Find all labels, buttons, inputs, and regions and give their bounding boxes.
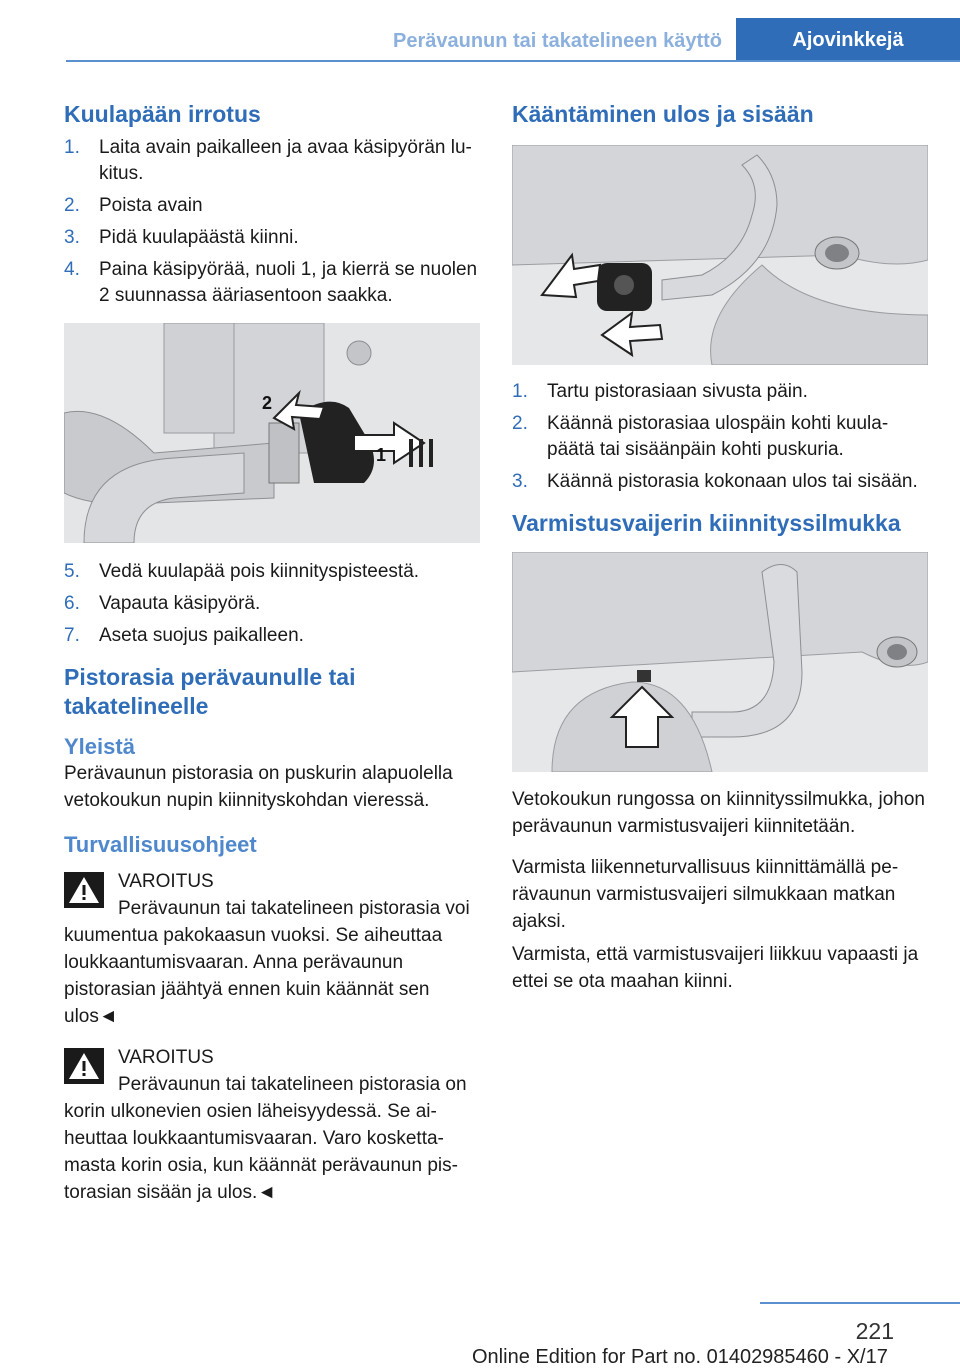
footer-rule: [760, 1302, 960, 1304]
list-item: [512, 469, 928, 495]
page-number: 221: [855, 1318, 894, 1344]
list-item: [64, 257, 480, 309]
step-number: 2.: [512, 412, 528, 434]
list-item: [64, 225, 480, 251]
heading-safety: Turvallisuusohjeet: [64, 832, 257, 858]
step-text: Käännä pistorasia kokonaan ulos tai sisään.: [547, 470, 918, 492]
socket-rotation-illustration: [512, 145, 928, 365]
step-text: Poista avain: [99, 194, 203, 216]
steps-list-b: [64, 559, 480, 649]
step-number: 3.: [64, 226, 80, 248]
step-text: Vedä kuulapää pois kiinnityspisteestä.: [99, 560, 420, 582]
figure-ball-head: [64, 323, 480, 543]
right-column: [512, 100, 928, 995]
header-chapter-tab[interactable]: Ajovinkkejä: [736, 18, 960, 62]
eyelet-paragraph-3: Varmista, että varmistusvaijeri liikkuu vapaasti ja ettei se ota maahan kiinni.: [512, 943, 919, 992]
tow-ball-illustration: [64, 323, 480, 543]
warning-icon: [64, 872, 104, 908]
warning-title: VAROITUS: [118, 871, 214, 893]
heading-eyelet: Varmistusvaijerin kiinnityssilmukka: [512, 509, 901, 536]
step-number: 1.: [64, 136, 80, 158]
list-item: [64, 135, 480, 187]
step-text: Tartu pistorasiaan sivusta päin.: [547, 380, 808, 402]
steps-list-a: [64, 135, 480, 309]
general-paragraph: Perävaunun pistorasia on puskurin alapuolella vetokoukun nupin kiinnityskohdan vieressä.: [64, 763, 453, 812]
page-header: [66, 18, 960, 62]
step-number: 2.: [64, 194, 80, 216]
step-text: Käännä pistorasiaa ulospäin kohti kuulapäätä tai sisäänpäin kohti puskuria.: [547, 412, 889, 460]
list-item: [512, 411, 928, 463]
edition-text: Online Edition for Part no. 01402985460 - X/17: [472, 1346, 888, 1368]
heading-general: Yleistä: [64, 734, 135, 760]
warning-icon: [64, 1048, 104, 1084]
header-rule: [66, 60, 960, 62]
eyelet-paragraph-1: Vetokoukun rungossa on kiinnityssilmukka, johon perävaunun varmistusvaijeri kiinnitetään.: [512, 788, 925, 837]
step-number: 3.: [512, 470, 528, 492]
list-item: [512, 379, 928, 405]
step-text: Aseta suojus paikalleen.: [99, 624, 304, 646]
header-section-title: Perävaunun tai takatelineen käyttö: [392, 30, 722, 52]
list-item: [64, 623, 480, 649]
step-text: Pidä kuulapäästä kiinni.: [99, 226, 299, 248]
safety-eyelet-illustration: [512, 552, 928, 772]
figure-socket-turning: [512, 145, 928, 365]
step-number: 6.: [64, 592, 80, 614]
steps-list-turning: [512, 379, 928, 495]
warning-block: [64, 868, 480, 1030]
warning-text: Perävaunun tai takatelineen pistorasia voi kuumentua pakokaasun vuoksi. Se aiheuttaa loukkaantumisvaaran. Anna perävaunun pistorasian jäähtyä ennen kuin käännät sen ulos◄: [64, 898, 470, 1028]
list-item: [64, 559, 480, 585]
step-text: Laita avain paikalleen ja avaa käsipyörän lukitus.: [99, 136, 472, 184]
figure-label-2: 2: [262, 392, 273, 413]
eyelet-paragraph-2: Varmista liikenneturvallisuus kiinnittämällä perävaunun varmistusvaijeri silmukkaan matkan ajaksi.: [512, 856, 899, 932]
list-item: [64, 193, 480, 219]
step-number: 1.: [512, 380, 528, 402]
step-text: Vapauta käsipyörä.: [99, 592, 261, 614]
figure-label-1: 1: [376, 444, 387, 465]
heading-socket: Pistorasia perävaunulle tai takatelineelle: [64, 663, 356, 719]
step-number: 4.: [64, 258, 80, 280]
heading-ball-removal: Kuulapään irrotus: [64, 101, 261, 127]
left-column: [64, 100, 480, 1206]
warning-title: VAROITUS: [118, 1047, 214, 1069]
warning-block: [64, 1044, 480, 1206]
list-item: [64, 591, 480, 617]
figure-eyelet: [512, 552, 928, 772]
heading-turning: Kääntäminen ulos ja sisään: [512, 101, 814, 127]
step-text: Paina käsipyörää, nuoli 1, ja kierrä se nuolen 2 suunnassa ääriasentoon saakka.: [99, 258, 478, 306]
step-number: 5.: [64, 560, 80, 582]
warning-text: Perävaunun tai takatelineen pistorasia on korin ulkonevien osien läheisyydessä. Se aiheuttaa loukkaantumisvaaran. Varo koskettamasta korin osia, kun käännät perävaunun pistorasian sisään ja ulos.◄: [64, 1074, 467, 1204]
step-number: 7.: [64, 624, 80, 646]
